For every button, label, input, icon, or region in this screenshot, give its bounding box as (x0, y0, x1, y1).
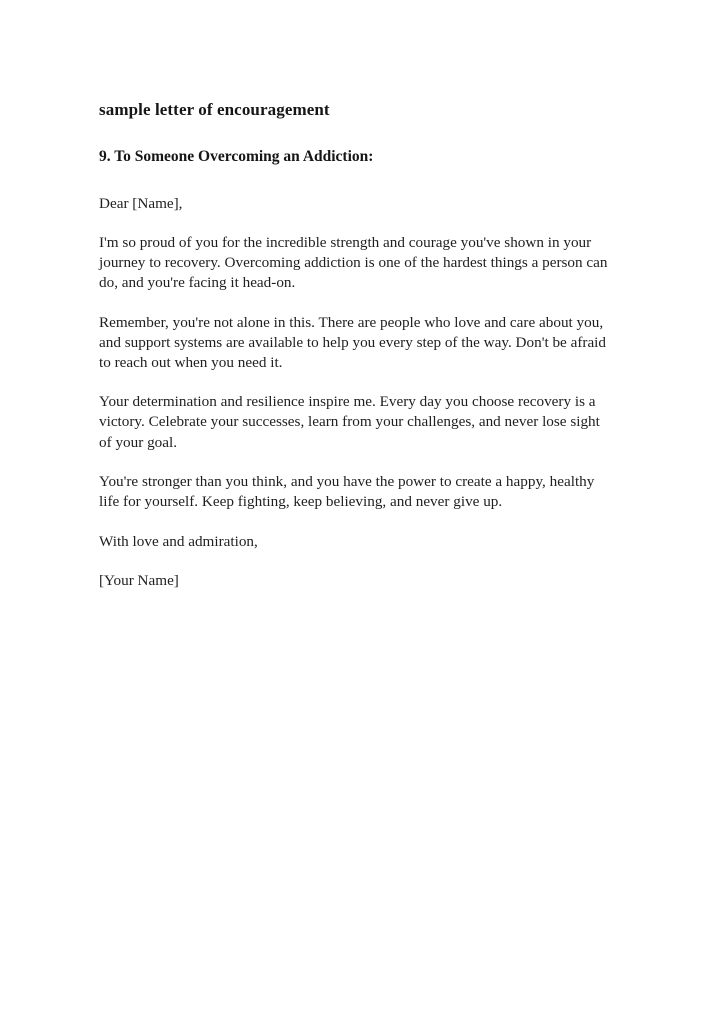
letter-closing: With love and admiration, (99, 533, 258, 551)
letter-paragraph-1: I'm so proud of you for the incredible strength and courage you've shown in your journey to recovery. Overcoming addiction is one of the hardest things a person can do, and you're facing it head-on. (99, 234, 608, 292)
letter-paragraph-3: Your determination and resilience inspire me. Every day you choose recovery is a victory. Celebrate your successes, learn from your challenges, and never lose sight of your goal. (99, 393, 600, 451)
letter-paragraph-4: You're stronger than you think, and you have the power to create a happy, healthy life for yourself. Keep fighting, keep believing, and never give up. (99, 472, 595, 511)
letter-section-heading: 9. To Someone Overcoming an Addiction: (99, 148, 374, 165)
document-content (99, 100, 615, 591)
letter-salutation: Dear [Name], (99, 195, 183, 212)
letter-paragraph-2: Remember, you're not alone in this. There are people who love and care about you, and support systems are available to help you every step of the way. Don't be afraid to reach out when you need it. (99, 313, 607, 372)
page-title: sample letter of encouragement (99, 100, 330, 119)
letter-signature: [Your Name] (99, 572, 179, 590)
